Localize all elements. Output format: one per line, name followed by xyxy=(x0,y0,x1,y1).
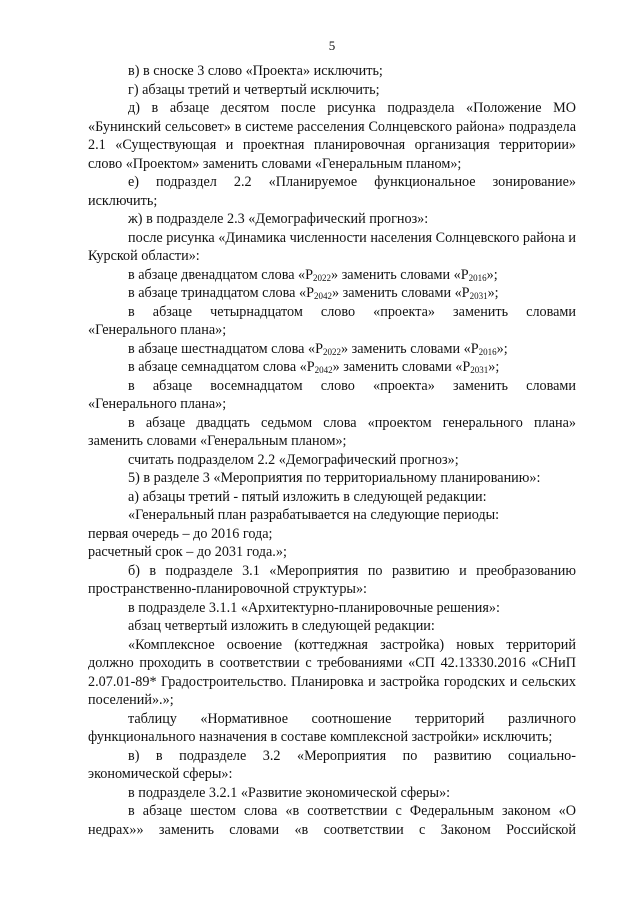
paragraph-abzac-shestoi: в абзаце шестом слова «в соответствии с Федеральным законом «О недрах»» заменить словами «в соответствии с Законом Российской xyxy=(88,803,576,838)
paragraph-razdel-3: 5) в разделе 3 «Мероприятия по территориальному планированию»: xyxy=(128,470,541,486)
paragraph-abzac-desyatyi: д) в абзаце десятом после рисунка подраздела «Положение МО «Бунинский сельсовет» в системе расселения Солнцевского района» подраздела 2.1 «Существующая и проектная планировочная организация территории» слово «Проектом» заменить словами «Генеральным планом»; xyxy=(88,100,576,172)
paragraph-podrazdel-2-2: е) подраздел 2.2 «Планируемое функциональное зонирование» исключить; xyxy=(88,174,576,209)
paragraph-podrazdel-3-2-1: в подразделе 3.2.1 «Развитие экономической сферы»: xyxy=(128,784,451,801)
paragraph-first-stage: первая очередь – до 2016 года; xyxy=(88,525,273,542)
paragraph-abzac-13: в абзаце тринадцатом слова «$Р_{2042}$» заменить словами «$Р_{2031}$»; xyxy=(128,285,499,301)
document-body xyxy=(88,62,576,839)
paragraph-podrazdel-3-2: в) в подразделе 3.2 «Мероприятия по развитию социально-экономической сферы»: xyxy=(88,747,576,782)
paragraph-periods: «Генеральный план разрабатывается на следующие периоды: xyxy=(128,507,500,523)
paragraph-final-term: расчетный срок – до 2031 года.»; xyxy=(88,544,287,560)
paragraph-abzac-chetvertyi: абзац четвертый изложить в следующей редакции: xyxy=(128,618,435,634)
paragraph-exclude-abzacy: г) абзацы третий и четвертый исключить; xyxy=(128,81,380,98)
paragraph-abzacy-3-5: а) абзацы третий - пятый изложить в следующей редакции: xyxy=(128,488,487,505)
paragraph-footnote: в) в сноске 3 слово «Проекта» исключить; xyxy=(128,63,383,79)
paragraph-podrazdel-2-3: ж) в подразделе 2.3 «Демографический прогноз»: xyxy=(128,211,429,227)
paragraph-abzac-12: в абзаце двенадцатом слова «$Р_{2022}$» заменить словами «$Р_{2016}$»; xyxy=(128,266,498,283)
paragraph-abzac-18: в абзаце восемнадцатом слово «проекта» заменить словами «Генерального плана»; xyxy=(88,377,576,412)
paragraph-abzac-17: в абзаце семнадцатом слова «$Р_{2042}$» заменить словами «$Р_{2031}$»; xyxy=(128,359,500,375)
page-number: 5 xyxy=(328,38,336,53)
paragraph-podrazdel-3-1-1: в подразделе 3.1.1 «Архитектурно-планировочные решения»: xyxy=(128,599,500,616)
paragraph-kompleksnoe-osvoenie: «Комплексное освоение (коттеджная застройка) новых территорий должно проходить в соответствии с требованиями «СП 42.13330.2016 «СНиП 2.07.01-89* Градостроительство. Планировка и застройка городских и сельских поселений».»; xyxy=(88,636,576,708)
paragraph-abzac-27: в абзаце двадцать седьмом слова «проектом генерального плана» заменить словами «Генеральным планом»; xyxy=(88,414,576,449)
paragraph-table-exclude: таблицу «Нормативное соотношение территорий различного функционального назначения в составе комплексной застройки» исключить; xyxy=(88,710,576,745)
paragraph-rename-podrazdel: считать подразделом 2.2 «Демографический прогноз»; xyxy=(128,451,459,468)
paragraph-after-figure: после рисунка «Динамика численности населения Солнцевского района и Курской области»: xyxy=(88,229,576,264)
paragraph-podrazdel-3-1: б) в подразделе 3.1 «Мероприятия по развитию и преобразованию пространственно-планировочной структуры»: xyxy=(88,562,576,597)
paragraph-abzac-14: в абзаце четырнадцатом слово «проекта» заменить словами «Генерального плана»; xyxy=(88,303,576,338)
paragraph-abzac-16: в абзаце шестнадцатом слова «$Р_{2022}$» заменить словами «$Р_{2016}$»; xyxy=(128,340,508,357)
